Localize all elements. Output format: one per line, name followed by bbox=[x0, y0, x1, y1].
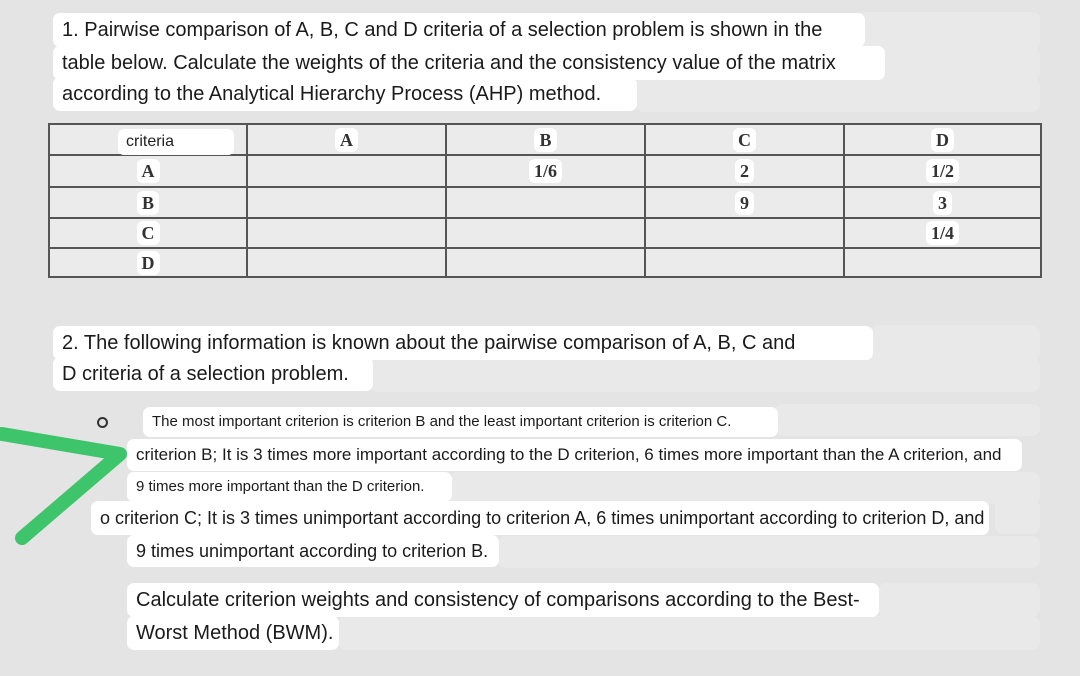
task-text-2: Worst Method (BWM). bbox=[136, 622, 334, 644]
row-label bbox=[50, 188, 246, 217]
bullet-3-text-2: 9 times unimportant according to criterion B. bbox=[136, 541, 489, 561]
band bbox=[635, 78, 1040, 112]
cell-b-d: 3 bbox=[933, 191, 952, 215]
table-cell bbox=[447, 156, 644, 186]
bullet-2-text-2: 9 times more important than the D criterion. bbox=[136, 478, 425, 495]
band bbox=[338, 616, 1040, 650]
cell-c-d: 1/4 bbox=[926, 221, 959, 245]
row-label-c: C bbox=[137, 221, 160, 245]
column-header bbox=[447, 125, 644, 154]
row-label bbox=[50, 249, 246, 276]
bullet-3-line-2 bbox=[127, 535, 499, 567]
row-label-d: D bbox=[137, 251, 160, 275]
table-cell bbox=[845, 156, 1040, 186]
band bbox=[855, 12, 1040, 50]
column-header bbox=[845, 125, 1040, 154]
task-line-1 bbox=[127, 583, 879, 617]
q2-text-1: 2. The following information is known about the pairwise comparison of A, B, C and bbox=[62, 332, 796, 354]
q2-line-1 bbox=[53, 326, 873, 360]
q1-text-3: according to the Analytical Hierarchy Process (AHP) method. bbox=[62, 83, 602, 105]
comparison-table bbox=[48, 123, 1042, 278]
cell-a-d: 1/2 bbox=[926, 159, 959, 183]
row-label-b: B bbox=[137, 191, 159, 215]
band bbox=[870, 325, 1040, 361]
q1-text-2: table below. Calculate the weights of the criteria and the consistency value of the matrix bbox=[62, 52, 836, 74]
column-header-c: C bbox=[733, 128, 756, 152]
row-label bbox=[50, 156, 246, 186]
column-header-b: B bbox=[534, 128, 556, 152]
bullet-2-line-1 bbox=[127, 439, 1022, 471]
table-cell bbox=[845, 219, 1040, 247]
q1-line-2 bbox=[53, 46, 885, 80]
bullet-3-text-1: o criterion C; It is 3 times unimportant according to criterion A, 6 times unimportant according to criterion D, and bbox=[100, 508, 985, 528]
bullet-1 bbox=[143, 407, 778, 437]
column-header bbox=[248, 125, 445, 154]
cell-a-b: 1/6 bbox=[529, 159, 562, 183]
table-cell bbox=[845, 188, 1040, 217]
band bbox=[880, 47, 1040, 81]
column-header-a: A bbox=[335, 128, 358, 152]
bullet-2-text-1: criterion B; It is 3 times more important according to the D criterion, 6 times more important than the A criterion, and bbox=[136, 445, 1002, 464]
task-line-2 bbox=[127, 616, 339, 650]
table-cell bbox=[646, 188, 843, 217]
bullet-3-line-1 bbox=[91, 501, 989, 535]
column-header-d: D bbox=[931, 128, 954, 152]
band bbox=[370, 358, 1040, 392]
band bbox=[775, 404, 1040, 436]
task-text-1: Calculate criterion weights and consistency of comparisons according to the Best- bbox=[136, 589, 860, 611]
q2-line-2 bbox=[53, 357, 373, 391]
table-corner-label: criteria bbox=[118, 129, 234, 155]
bullet-2-line-2 bbox=[127, 472, 452, 502]
q1-line-1 bbox=[53, 13, 865, 47]
row-label bbox=[50, 219, 246, 247]
bullet-1-text: The most important criterion is criterion B and the least important criterion is criterion C. bbox=[152, 413, 732, 430]
cell-a-c: 2 bbox=[735, 159, 754, 183]
band bbox=[450, 472, 1040, 504]
band bbox=[498, 536, 1040, 568]
q1-text-1: 1. Pairwise comparison of A, B, C and D criteria of a selection problem is shown in the bbox=[62, 19, 823, 41]
table-cell bbox=[646, 156, 843, 186]
band bbox=[995, 500, 1040, 534]
q2-text-2: D criteria of a selection problem. bbox=[62, 363, 349, 385]
row-label-a: A bbox=[137, 159, 160, 183]
cell-b-c: 9 bbox=[735, 191, 754, 215]
column-header bbox=[646, 125, 843, 154]
band bbox=[878, 583, 1040, 617]
q1-line-3 bbox=[53, 77, 637, 111]
